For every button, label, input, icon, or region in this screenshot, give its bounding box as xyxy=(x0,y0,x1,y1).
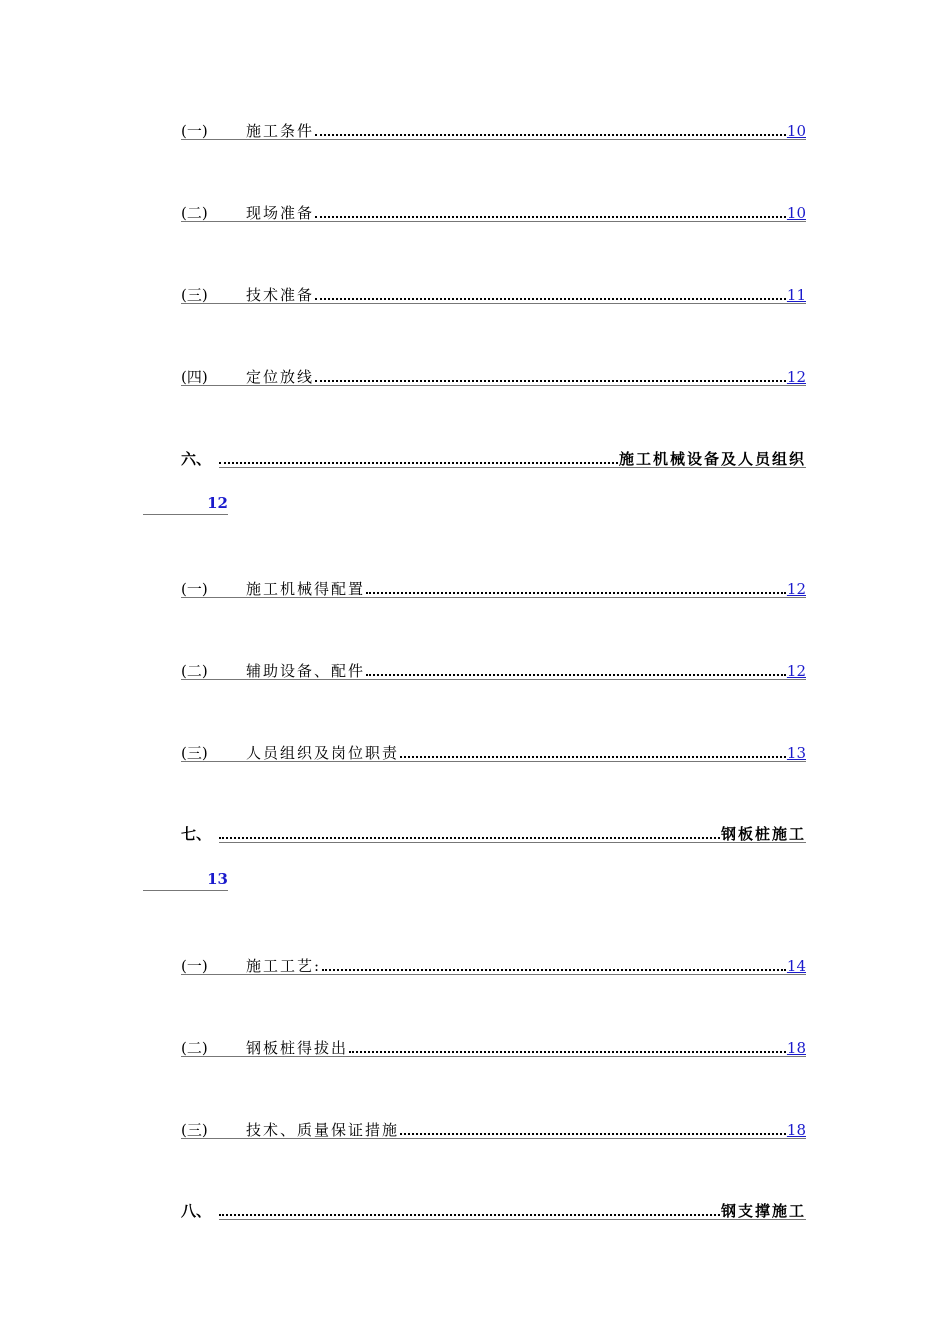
dot-leader xyxy=(400,1133,786,1135)
chapter-title: 钢板桩施工 xyxy=(720,825,806,843)
entry-underline xyxy=(181,1056,806,1057)
toc-chapter-8[interactable] xyxy=(181,1198,806,1220)
toc-chapter-7[interactable] xyxy=(181,821,806,843)
toc-entry-positioning-layout[interactable] xyxy=(181,364,806,386)
toc-page-link[interactable]: 13 xyxy=(786,744,806,762)
toc-entry-number: (二) xyxy=(181,204,208,222)
toc-page-link[interactable]: 10 xyxy=(786,204,806,222)
toc-entry-title: 定位放线 xyxy=(246,368,315,386)
toc-entry-title: 技术准备 xyxy=(246,286,315,304)
toc-page-link[interactable]: 10 xyxy=(786,122,806,140)
entry-underline xyxy=(219,1219,806,1220)
entry-underline xyxy=(219,467,806,468)
toc-chapter-6[interactable] xyxy=(181,446,806,468)
dot-leader xyxy=(315,380,786,382)
dot-leader xyxy=(322,969,786,971)
toc-page-link[interactable]: 12 xyxy=(786,368,806,386)
toc-chapter-7-page[interactable] xyxy=(143,871,228,891)
toc-entry-number: (二) xyxy=(181,662,208,680)
chapter-number: 七、 xyxy=(181,825,212,843)
toc-page-link[interactable]: 12 xyxy=(207,494,228,512)
toc-page-link[interactable]: 18 xyxy=(786,1039,806,1057)
toc-entry-number: (一) xyxy=(181,122,208,140)
entry-underline xyxy=(181,597,806,598)
entry-underline xyxy=(143,514,228,515)
toc-entry-quality-assurance[interactable] xyxy=(181,1117,806,1139)
toc-page-link[interactable]: 18 xyxy=(786,1121,806,1139)
entry-underline xyxy=(181,385,806,386)
toc-entry-title: 技术、质量保证措施 xyxy=(246,1121,400,1139)
toc-entry-number: (二) xyxy=(181,1039,208,1057)
toc-page-link[interactable]: 13 xyxy=(207,870,228,888)
toc-entry-auxiliary-equipment[interactable] xyxy=(181,658,806,680)
toc-page-link[interactable]: 12 xyxy=(786,662,806,680)
toc-entry-title: 钢板桩得拔出 xyxy=(246,1039,349,1057)
toc-entry-title: 辅助设备、配件 xyxy=(246,662,366,680)
entry-underline xyxy=(181,221,806,222)
chapter-title: 钢支撑施工 xyxy=(720,1202,806,1220)
dot-leader xyxy=(315,134,786,136)
dot-leader xyxy=(219,1214,720,1216)
entry-underline xyxy=(181,1138,806,1139)
entry-underline xyxy=(143,890,228,891)
toc-entry-sheet-pile-extraction[interactable] xyxy=(181,1035,806,1057)
toc-entry-machinery-configuration[interactable] xyxy=(181,576,806,598)
toc-entry-number: (一) xyxy=(181,580,208,598)
toc-entry-number: (四) xyxy=(181,368,208,386)
entry-underline xyxy=(219,842,806,843)
dot-leader xyxy=(315,298,786,300)
toc-entry-staff-organization[interactable] xyxy=(181,740,806,762)
dot-leader xyxy=(366,592,786,594)
dot-leader xyxy=(349,1051,786,1053)
toc-chapter-6-page[interactable] xyxy=(143,495,228,515)
dot-leader xyxy=(219,462,618,464)
entry-underline xyxy=(181,139,806,140)
toc-entry-title: 现场准备 xyxy=(246,204,315,222)
toc-entry-title: 施工机械得配置 xyxy=(246,580,366,598)
toc-page-link[interactable]: 14 xyxy=(786,957,806,975)
entry-underline xyxy=(181,974,806,975)
toc-entry-number: (三) xyxy=(181,744,208,762)
toc-page-link[interactable]: 12 xyxy=(786,580,806,598)
entry-underline xyxy=(181,761,806,762)
toc-entry-number: (三) xyxy=(181,286,208,304)
toc-entry-title: 施工工艺: xyxy=(246,957,322,975)
toc-entry-construction-conditions[interactable] xyxy=(181,118,806,140)
toc-entry-title: 施工条件 xyxy=(246,122,315,140)
entry-underline xyxy=(181,679,806,680)
dot-leader xyxy=(366,674,786,676)
toc-entry-construction-process[interactable] xyxy=(181,953,806,975)
toc-entry-site-preparation[interactable] xyxy=(181,200,806,222)
toc-entry-number: (三) xyxy=(181,1121,208,1139)
toc-entry-number: (一) xyxy=(181,957,208,975)
entry-underline xyxy=(181,303,806,304)
chapter-number: 八、 xyxy=(181,1202,212,1220)
dot-leader xyxy=(315,216,786,218)
dot-leader xyxy=(219,837,720,839)
chapter-title: 施工机械设备及人员组织 xyxy=(618,450,806,468)
toc-page-link[interactable]: 11 xyxy=(786,286,806,304)
dot-leader xyxy=(400,756,786,758)
chapter-number: 六、 xyxy=(181,450,212,468)
toc-entry-technical-preparation[interactable] xyxy=(181,282,806,304)
toc-entry-title: 人员组织及岗位职责 xyxy=(246,744,400,762)
